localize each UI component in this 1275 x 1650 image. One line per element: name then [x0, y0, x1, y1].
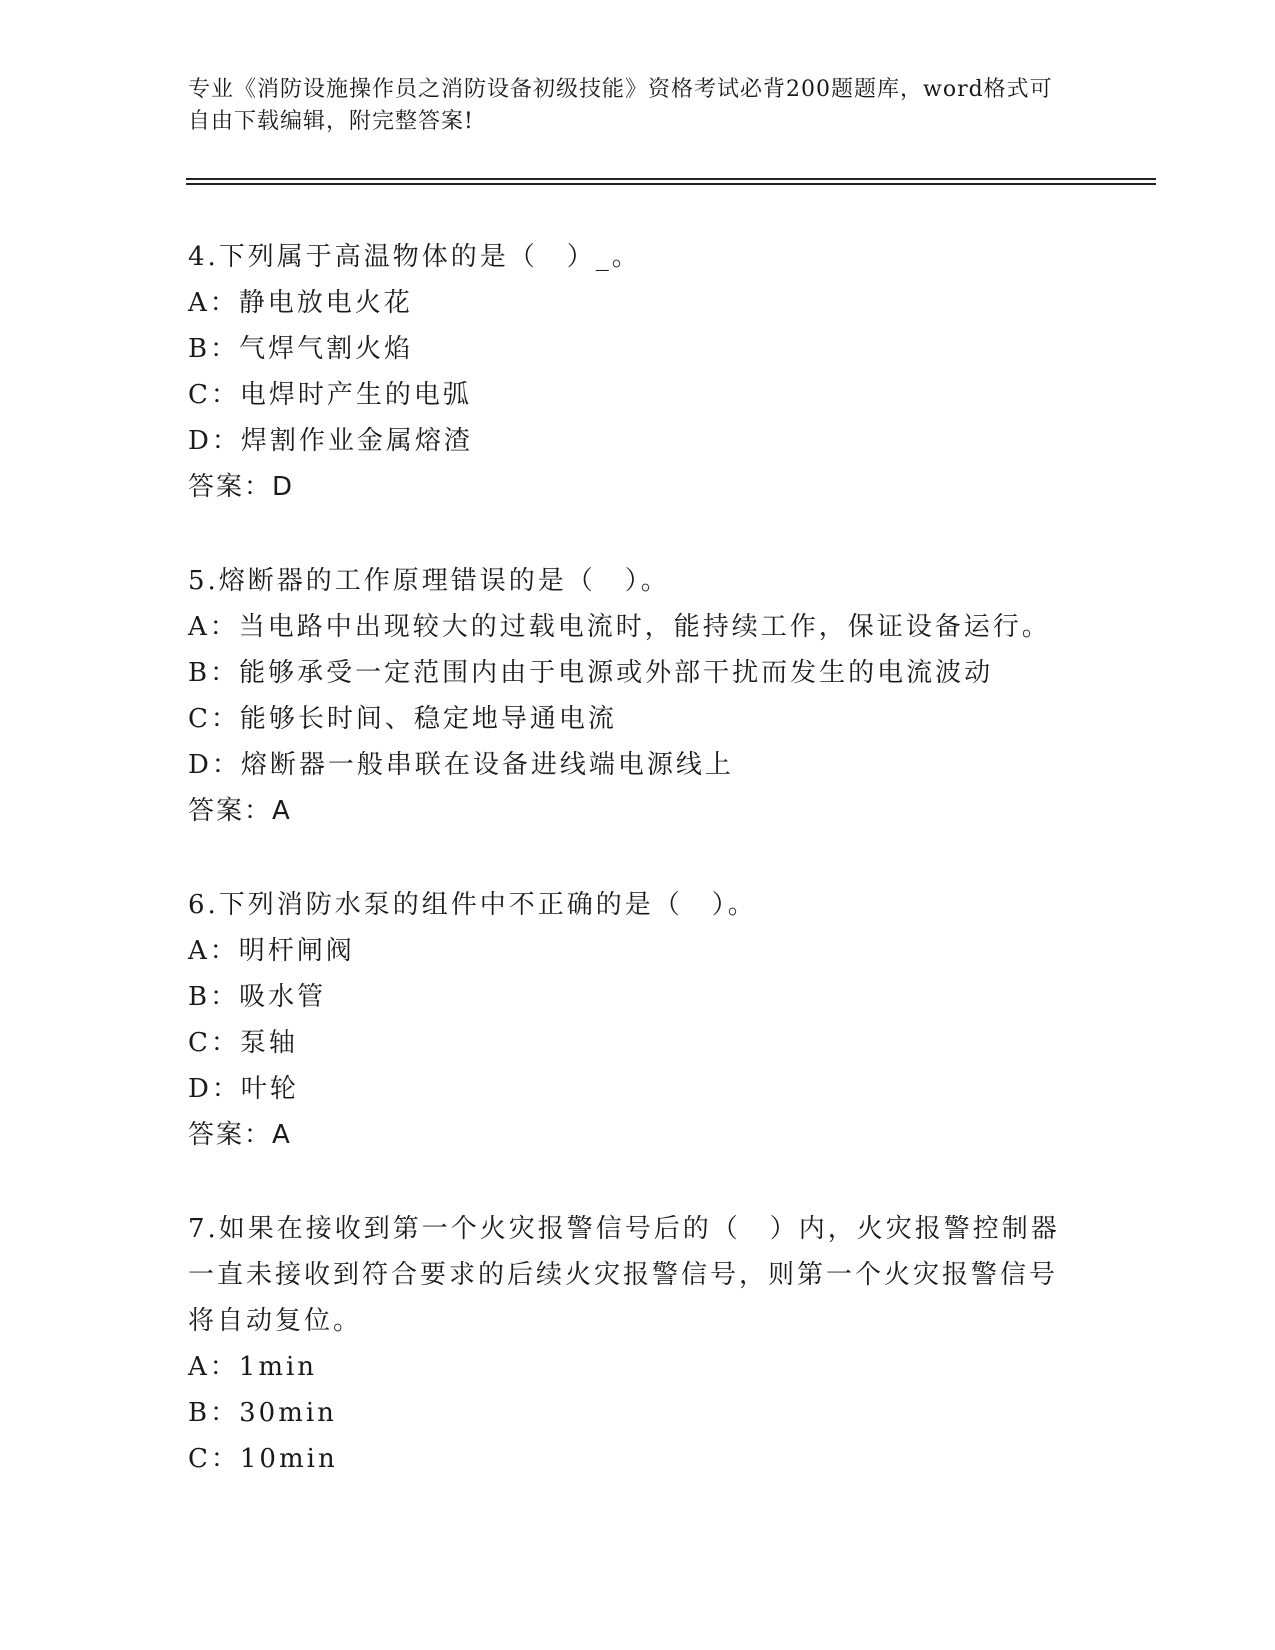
header-divider-top	[186, 178, 1156, 180]
option-d: D：焊割作业金属熔渣	[188, 426, 473, 456]
question-4	[188, 234, 1068, 510]
option-a: A：静电放电火花	[188, 288, 413, 318]
document-header: 专业《消防设施操作员之消防设备初级技能》资格考试必背200题题库，word格式可自由下载编辑，附完整答案!	[188, 77, 1053, 134]
question-stem: 6.下列消防水泵的组件中不正确的是（ ）。	[188, 890, 757, 920]
option-c: C：电焊时产生的电弧	[188, 380, 472, 410]
option-b: B：能够承受一定范围内由于电源或外部干扰而发生的电流波动	[188, 658, 994, 688]
option-d: D：叶轮	[188, 1074, 299, 1104]
question-list	[188, 234, 1068, 1530]
option-a: A：1min	[188, 1352, 318, 1382]
option-a: A：明杆闸阀	[188, 936, 355, 966]
option-a: A：当电路中出现较大的过载电流时，能持续工作，保证设备运行。	[188, 612, 1051, 642]
option-c: C：泵轴	[188, 1028, 298, 1058]
option-c: C：能够长时间、稳定地导通电流	[188, 704, 617, 734]
answer-line: 答案：A	[188, 796, 292, 826]
question-stem: 7.如果在接收到第一个火灾报警信号后的（ ）内，火灾报警控制器一直未接收到符合要求的后续火灾报警信号，则第一个火灾报警信号将自动复位。	[188, 1214, 1060, 1336]
question-5	[188, 558, 1068, 834]
option-b: B：30min	[188, 1398, 337, 1428]
answer-line: 答案：D	[188, 472, 295, 502]
question-7	[188, 1206, 1068, 1482]
option-d: D：熔断器一般串联在设备进线端电源线上	[188, 750, 734, 780]
option-b: B：吸水管	[188, 982, 327, 1012]
question-stem: 4.下列属于高温物体的是（ ）_。	[188, 242, 641, 272]
answer-line: 答案：A	[188, 1120, 292, 1150]
header-divider-bottom	[186, 183, 1156, 185]
question-stem: 5.熔断器的工作原理错误的是（ ）。	[188, 566, 670, 596]
question-6	[188, 882, 1068, 1158]
option-c: C：10min	[188, 1444, 338, 1474]
option-b: B：气焊气割火焰	[188, 334, 414, 364]
